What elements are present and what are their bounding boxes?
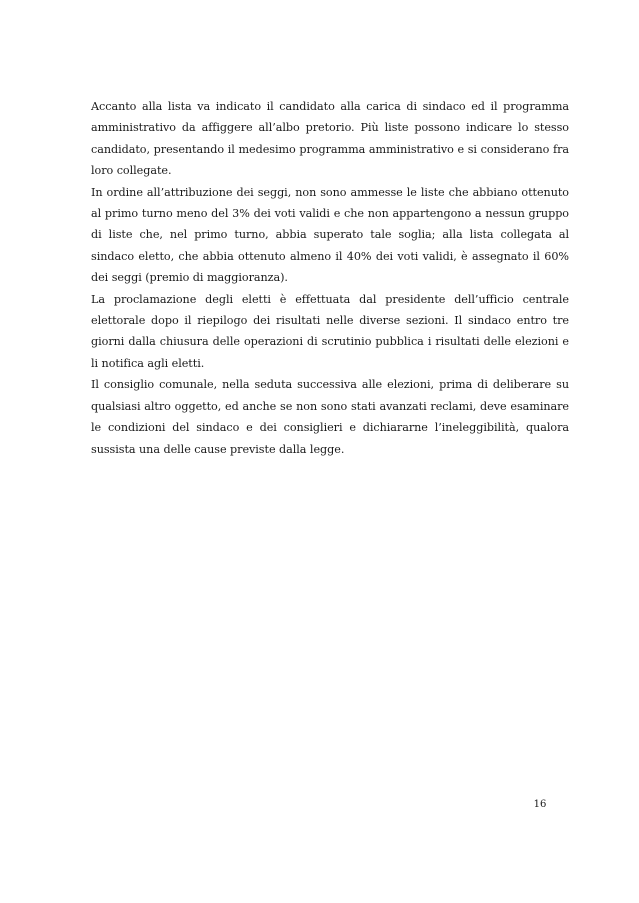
paragraph-proclamation: La proclamazione degli eletti è effettuata dal presidente dell’ufficio centrale elettorale dopo il riepilogo dei risultati nelle diverse sezioni. Il sindaco entro tre giorni dalla chiusura delle operazioni di scrutinio pubblica i risultati delle elezioni e li notifica agli eletti. xyxy=(91,292,569,370)
page-number: 16 xyxy=(533,799,547,810)
paragraph-candidate-list: Accanto alla lista va indicato il candidato alla carica di sindaco ed il programma amministrativo da affiggere all’albo pretorio. Più liste possono indicare lo stesso candidato, presentando il medesimo programma amministrativo e si considerano fra loro collegate. xyxy=(91,100,569,178)
paragraph-council-review: Il consiglio comunale, nella seduta successiva alle elezioni, prima di deliberare su qualsiasi altro oggetto, ed anche se non sono stati avanzati reclami, deve esaminare le condizioni del sindaco e dei consiglieri e dichiararne l’ineleggibilità, qualora sussista una delle cause previste dalla legge. xyxy=(91,378,569,456)
body-text xyxy=(91,96,569,460)
paragraph-seat-allocation: In ordine all’attribuzione dei seggi, non sono ammesse le liste che abbiano ottenuto al primo turno meno del 3% dei voti validi e che non appartengono a nessun gruppo di liste che, nel primo turno, abbia superato tale soglia; alla lista collegata al sindaco eletto, che abbia ottenuto almeno il 40% dei voti validi, è assegnato il 60% dei seggi (premio di maggioranza). xyxy=(91,185,569,285)
